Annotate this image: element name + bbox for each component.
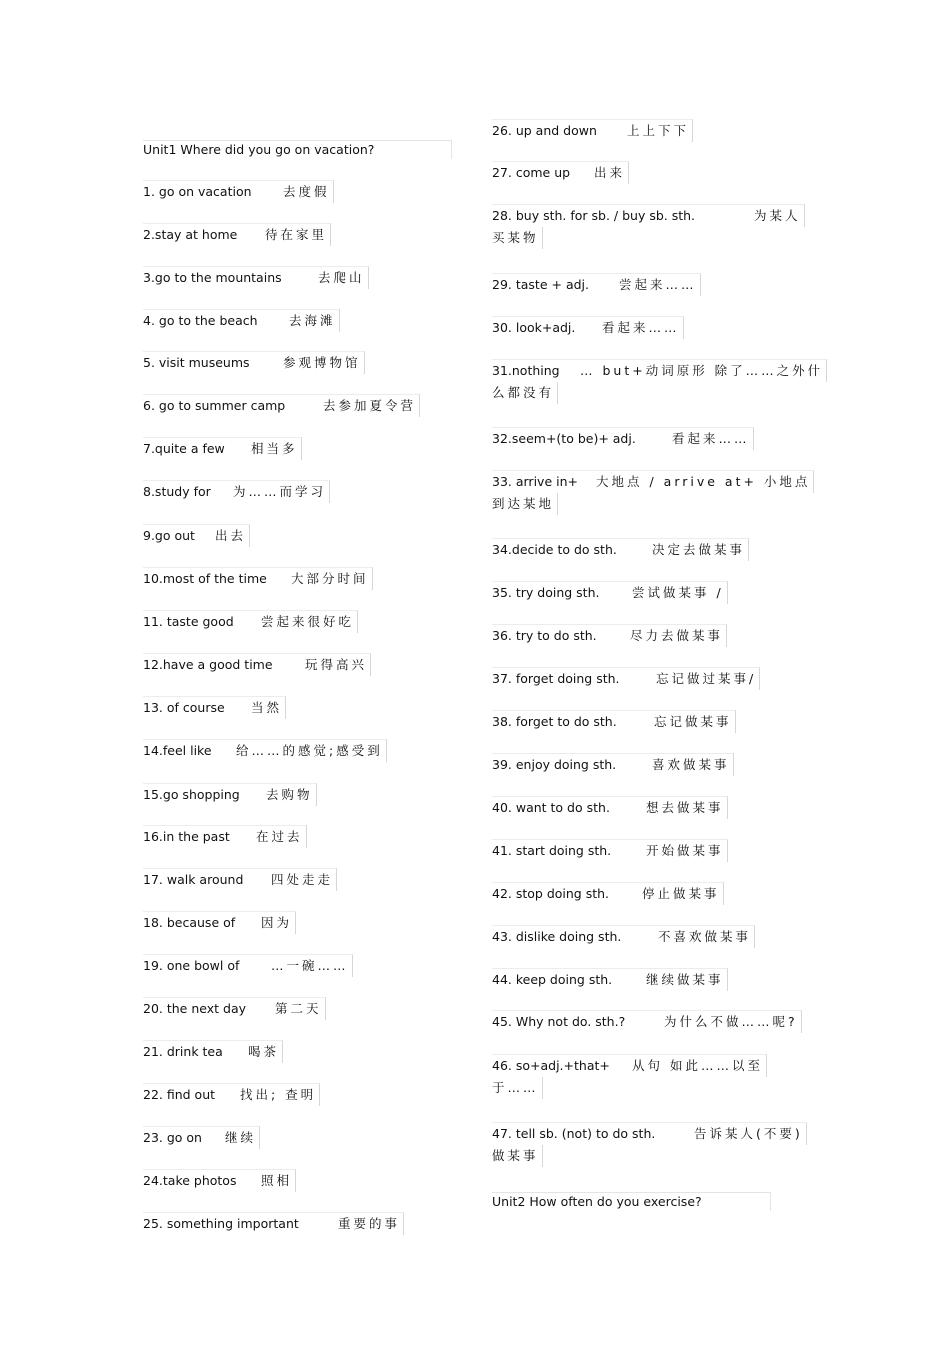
entry-term: 17. walk around [143,872,244,887]
entry-gloss: 继续 [225,1130,257,1145]
vocab-entry [492,427,754,450]
entry-line [143,868,337,891]
entry-gloss: 去购物 [266,787,313,802]
entry-gloss: 尝起来…… [619,277,697,292]
entry-term: 22. find out [143,1087,216,1102]
entry-term: 39. enjoy doing sth. [492,757,617,772]
entry-term: 34.decide to do sth. [492,542,617,557]
entry-term: 4. go to the beach [143,313,258,328]
entry-line [492,470,814,493]
entry-term: 45. Why not do. sth.? [492,1014,626,1029]
vocab-entry [143,997,326,1020]
entry-gloss: 尝试做某事 / [632,585,724,600]
entry-line [143,610,358,633]
entry-gloss: 找出; 查明 [240,1087,317,1102]
vocab-entry [143,1040,283,1063]
entry-gloss: 从句 如此……以至 [632,1058,763,1073]
vocab-entry [492,968,728,991]
entry-gloss: 忘记做过某事/ [656,671,757,686]
entry-gloss: … but+动词原形 除了……之外什 [580,363,824,378]
entry-line [492,273,701,296]
entry-gloss: 大部分时间 [291,571,369,586]
entry-term: 31.nothing [492,363,560,378]
entry-term: 16.in the past [143,829,230,844]
vocab-entry [143,783,317,806]
entry-term: 10.most of the time [143,571,267,586]
entry-line [143,1212,404,1235]
entry-term: 30. look+adj. [492,320,576,335]
vocab-entry [143,266,369,289]
entry-term: 29. taste + adj. [492,277,589,292]
entry-gloss: 喜欢做某事 [652,757,730,772]
entry-gloss: 为什么不做……呢? [664,1014,798,1029]
entry-gloss: 继续做某事 [646,972,724,987]
entry-gloss: 去爬山 [318,270,365,285]
vocab-entry [492,710,736,733]
entry-line [143,653,371,676]
entry-term: 26. up and down [492,123,597,138]
entry-term: 1. go on vacation [143,184,252,199]
entry-line [492,359,827,382]
vocab-entry [492,204,805,249]
vocab-entry [143,351,365,374]
vocab-entry [492,1122,807,1167]
entry-line [143,911,296,934]
entry-line [492,538,749,561]
entry-gloss: 在过去 [256,829,303,844]
entry-term: 6. go to summer camp [143,398,286,413]
vocab-entry [492,273,701,296]
entry-gloss: 出来 [594,165,626,180]
entry-line [492,839,728,862]
entry-line [492,1010,802,1033]
entry-line [492,316,684,339]
entry-line [143,696,286,719]
entry-line [143,1169,296,1192]
entry-line [492,1054,767,1077]
vocab-entry [143,739,387,762]
entry-term: 13. of course [143,700,225,715]
entry-term: 18. because of [143,915,236,930]
entry-gloss: 相当多 [251,441,298,456]
entry-line [143,351,365,374]
vocab-entry [492,316,684,339]
vocab-entry [492,161,629,184]
entry-gloss: 因为 [261,915,293,930]
vocab-entry [492,882,724,905]
entry-term: 44. keep doing sth. [492,972,613,987]
entry-line [492,204,805,227]
vocab-entry [143,1083,320,1106]
vocab-entry [492,581,728,604]
entry-gloss: 为……而学习 [233,484,327,499]
entry-line [143,1083,320,1106]
entry-term: 25. something important [143,1216,299,1231]
entry-gloss-continued: 到达某地 [492,493,558,515]
vocab-entry [143,309,340,332]
entry-gloss: 四处走走 [271,872,334,887]
entry-line [143,394,420,417]
entry-line [492,624,727,647]
vocab-entry [143,394,420,417]
entry-line [492,427,754,450]
entry-term: 47. tell sb. (not) to do sth. [492,1126,656,1141]
entry-gloss: 开始做某事 [646,843,724,858]
vocab-entry [143,653,371,676]
entry-gloss-continued: 买某物 [492,227,543,249]
vocab-entry [492,470,814,515]
entry-gloss: 决定去做某事 [652,542,746,557]
entry-line [492,796,728,819]
vocab-entry [143,911,296,934]
entry-gloss: 第二天 [275,1001,322,1016]
entry-term: 21. drink tea [143,1044,223,1059]
entry-line [143,437,302,460]
entry-term: 36. try to do sth. [492,628,597,643]
entry-gloss: 去参加夏令营 [323,398,417,413]
entry-gloss: 照相 [261,1173,293,1188]
entry-term: 37. forget doing sth. [492,671,620,686]
entry-gloss: 喝茶 [248,1044,280,1059]
entry-term: 14.feel like [143,743,212,758]
vocab-entry [492,667,760,690]
entry-gloss: 尝起来很好吃 [261,614,355,629]
entry-line [143,180,334,203]
entry-gloss: 看起来…… [672,431,750,446]
unit1-heading: Unit1 Where did you go on vacation? [143,140,452,159]
entry-gloss: 参观博物馆 [283,355,361,370]
vocab-entry [143,610,358,633]
entry-gloss: 重要的事 [338,1216,401,1231]
entry-line [143,954,353,977]
entry-term: 20. the next day [143,1001,246,1016]
entry-line [492,753,734,776]
entry-line [143,1126,260,1149]
entry-gloss: 去海滩 [289,313,336,328]
entry-line [143,1040,283,1063]
entry-line [143,309,340,332]
entry-term: 40. want to do sth. [492,800,610,815]
vocab-entry [143,1169,296,1192]
vocab-entry [143,180,334,203]
vocab-entry [492,624,727,647]
vocab-entry [143,524,250,547]
entry-term: 35. try doing sth. [492,585,600,600]
entry-line [143,997,326,1020]
entry-line [492,119,693,142]
vocab-entry [492,753,734,776]
entry-gloss: 停止做某事 [642,886,720,901]
entry-gloss: 玩得高兴 [305,657,368,672]
entry-gloss: 当然 [251,700,283,715]
vocab-entry [492,359,827,404]
entry-gloss: 想去做某事 [646,800,724,815]
entry-gloss: 为某人 [754,208,801,223]
entry-gloss: 看起来…… [602,320,680,335]
entry-gloss: 不喜欢做某事 [658,929,752,944]
entry-term: 2.stay at home [143,227,238,242]
entry-line [143,783,317,806]
vocab-entry [143,1126,260,1149]
entry-term: 19. one bowl of [143,958,240,973]
entry-line [143,567,373,590]
entry-line [492,581,728,604]
entry-gloss: 上上下下 [627,123,690,138]
entry-term: 5. visit museums [143,355,250,370]
entry-line [492,667,760,690]
entry-term: 23. go on [143,1130,202,1145]
vocab-entry [143,868,337,891]
entry-gloss-continued: 么都没有 [492,382,558,404]
vocab-entry [492,925,755,948]
vocab-entry [143,437,302,460]
entry-term: 42. stop doing sth. [492,886,610,901]
entry-gloss: 告诉某人(不要) [694,1126,803,1141]
entry-term: 12.have a good time [143,657,273,672]
entry-line [143,524,250,547]
entry-term: 11. taste good [143,614,234,629]
vocab-entry [492,839,728,862]
entry-term: 28. buy sth. for sb. / buy sb. sth. [492,208,696,223]
entry-term: 38. forget to do sth. [492,714,617,729]
entry-line [143,480,330,503]
entry-term: 3.go to the mountains [143,270,282,285]
entry-gloss: 待在家里 [265,227,328,242]
entry-term: 9.go out [143,528,195,543]
entry-gloss: 出去 [215,528,247,543]
entry-line [492,882,724,905]
entry-line [143,223,331,246]
entry-term: 15.go shopping [143,787,240,802]
vocab-entry [492,1054,767,1099]
vocab-entry [492,1010,802,1033]
vocab-entry [143,480,330,503]
entry-gloss: 尽力去做某事 [630,628,724,643]
entry-gloss: …一碗…… [271,958,349,973]
entry-term: 46. so+adj.+that+ [492,1058,610,1073]
entry-term: 32.seem+(to be)+ adj. [492,431,636,446]
unit2-heading: Unit2 How often do you exercise? [492,1192,771,1211]
entry-gloss: 去度假 [283,184,330,199]
entry-gloss-continued: 做某事 [492,1145,543,1167]
vocab-entry [492,796,728,819]
entry-term: 41. start doing sth. [492,843,612,858]
entry-line [492,968,728,991]
vocab-entry [143,954,353,977]
vocab-entry [492,538,749,561]
entry-line [492,925,755,948]
vocab-entry [143,825,307,848]
vocab-entry [143,696,286,719]
entry-line [143,825,307,848]
entry-gloss: 大地点 / arrive at+ 小地点 [596,474,811,489]
entry-term: 8.study for [143,484,211,499]
entry-gloss: 给……的感觉;感受到 [236,743,383,758]
entry-line [492,710,736,733]
entry-term: 43. dislike doing sth. [492,929,622,944]
entry-line [492,1122,807,1145]
entry-line [143,739,387,762]
vocab-entry [492,119,693,142]
vocab-entry [143,567,373,590]
entry-term: 24.take photos [143,1173,237,1188]
entry-gloss-continued: 于…… [492,1077,543,1099]
vocab-entry [143,223,331,246]
entry-gloss: 忘记做某事 [654,714,732,729]
entry-term: 33. arrive in+ [492,474,578,489]
entry-term: 27. come up [492,165,571,180]
vocab-entry [143,1212,404,1235]
entry-line [492,161,629,184]
entry-term: 7.quite a few [143,441,225,456]
entry-line [143,266,369,289]
